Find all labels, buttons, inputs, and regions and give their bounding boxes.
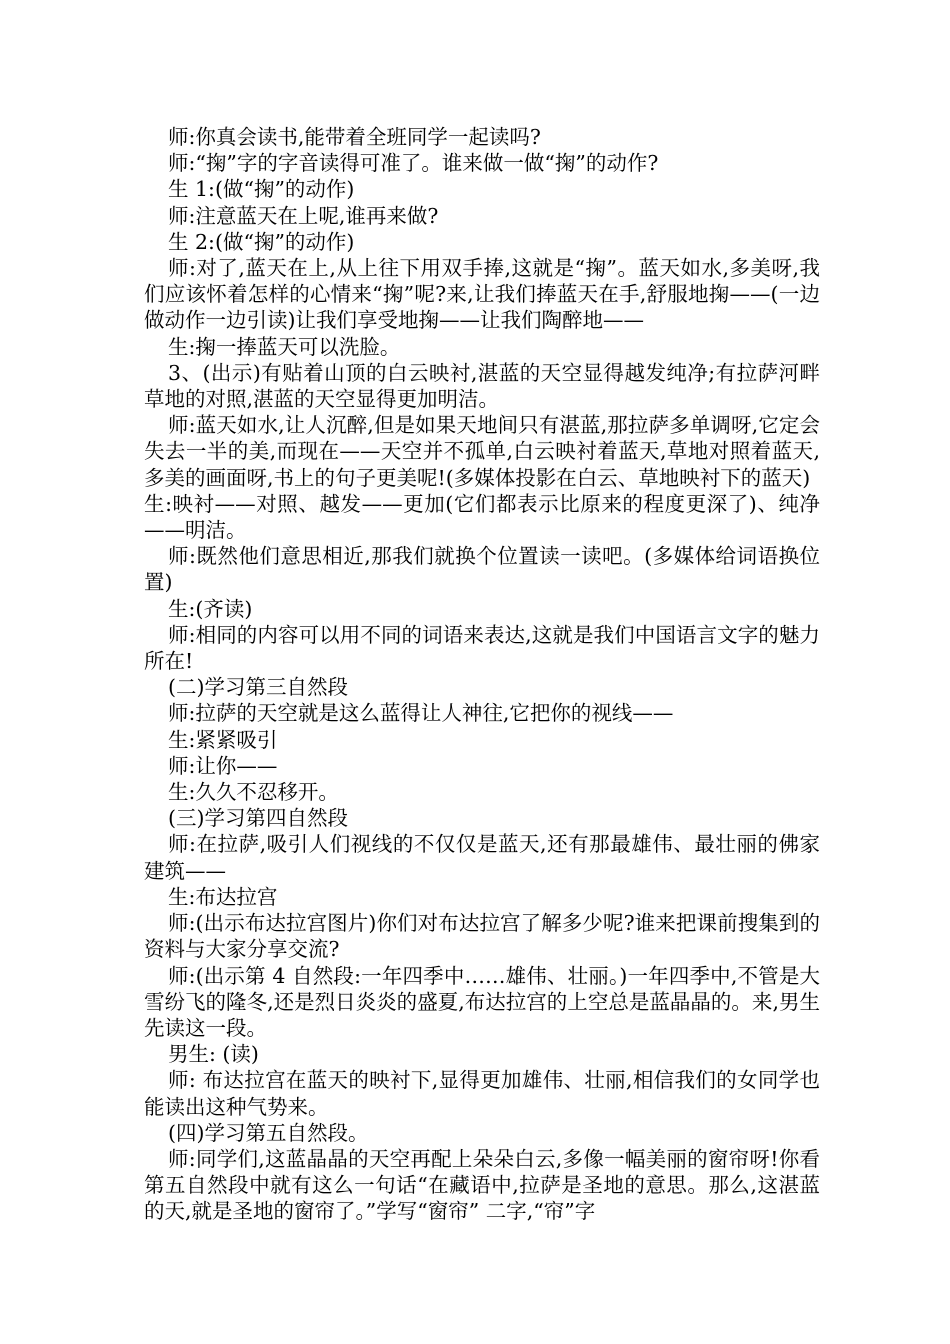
paragraph-15: 师:拉萨的天空就是这么蓝得让人神往,它把你的视线—— <box>168 701 674 726</box>
paragraph-11: 师:既然他们意思相近,那我们就换个位置读一读吧。(多媒体给词语换位置) <box>144 544 820 595</box>
paragraph-9: 师:蓝天如水,让人沉醉,但是如果天地间只有湛蓝,那拉萨多单调呀,它定会失去一半的美,而现在——天空并不孤单,白云映衬着蓝天,草地对照着蓝天,多美的画面呀,书上的句子更美呢!(多媒体投影在白云、草地映衬下的蓝天) <box>144 413 820 490</box>
paragraph-24: 男生: (读) <box>168 1042 259 1067</box>
paragraph-2: 师:“掬”字的字音读得可准了。谁来做一做“掬”的动作? <box>168 151 659 176</box>
section-heading-4: (四)学习第五自然段。 <box>168 1120 369 1145</box>
paragraph-1: 师:你真会读书,能带着全班同学一起读吗? <box>168 125 541 149</box>
paragraph-3: 生 1:(做“掬”的动作) <box>168 177 355 202</box>
paragraph-23: 师:(出示第 4 自然段:一年四季中……雄伟、壮丽。)一年四季中,不管是大雪纷飞的隆冬,还是烈日炎炎的盛夏,布达拉宫的上空总是蓝晶晶的。来,男生先读这一段。 <box>144 963 820 1040</box>
paragraph-6: 师:对了,蓝天在上,从上往下用双手捧,这就是“掬”。蓝天如水,多美呀,我们应该怀着怎样的心情来“掬”呢?来,让我们捧蓝天在手,舒服地掬——(一边做动作一边引读)让我们享受地掬——让我们陶醉地—— <box>144 256 820 333</box>
paragraph-27: 师:同学们,这蓝晶晶的天空再配上朵朵白云,多像一幅美丽的窗帘呀!你看第五自然段中就有这么一句话“在藏语中,拉萨是圣地的意思。那么,这湛蓝的天,就是圣地的窗帘了。”学写“窗帘” 二字,“帘”字 <box>144 1146 820 1224</box>
paragraph-13: 师:相同的内容可以用不同的词语来表达,这就是我们中国语言文字的魅力所在! <box>144 622 820 674</box>
paragraph-4: 师:注意蓝天在上呢,谁再来做? <box>168 203 439 228</box>
paragraph-21: 生:布达拉宫 <box>168 884 278 909</box>
paragraph-7: 生:掬一捧蓝天可以洗脸。 <box>168 334 401 359</box>
paragraph-10: 生:映衬——对照、越发——更加(它们都表示比原来的程度更深了)、纯净——明洁。 <box>144 491 820 543</box>
paragraph-12: 生:(齐读) <box>168 596 253 621</box>
paragraph-22: 师:(出示布达拉宫图片)你们对布达拉宫了解多少呢?谁来把课前搜集到的资料与大家分享交流? <box>144 911 820 962</box>
paragraph-18: 生:久久不忍移开。 <box>168 780 339 805</box>
paragraph-5: 生 2:(做“掬”的动作) <box>168 229 355 254</box>
paragraph-8: 3、(出示)有贴着山顶的白云映衬,湛蓝的天空显得越发纯净;有拉萨河畔草地的对照,湛蓝的天空显得更加明洁。 <box>144 360 820 412</box>
section-heading-2: (二)学习第三自然段 <box>168 675 348 700</box>
document-page <box>144 124 820 1225</box>
section-heading-3: (三)学习第四自然段 <box>168 806 348 831</box>
paragraph-16: 生:紧紧吸引 <box>168 727 278 752</box>
paragraph-17: 师:让你—— <box>168 753 278 778</box>
paragraph-25: 师: 布达拉宫在蓝天的映衬下,显得更加雄伟、壮丽,相信我们的女同学也能读出这种气势来。 <box>144 1068 820 1119</box>
paragraph-20: 师:在拉萨,吸引人们视线的不仅仅是蓝天,还有那最雄伟、最壮丽的佛家建筑—— <box>144 832 820 883</box>
